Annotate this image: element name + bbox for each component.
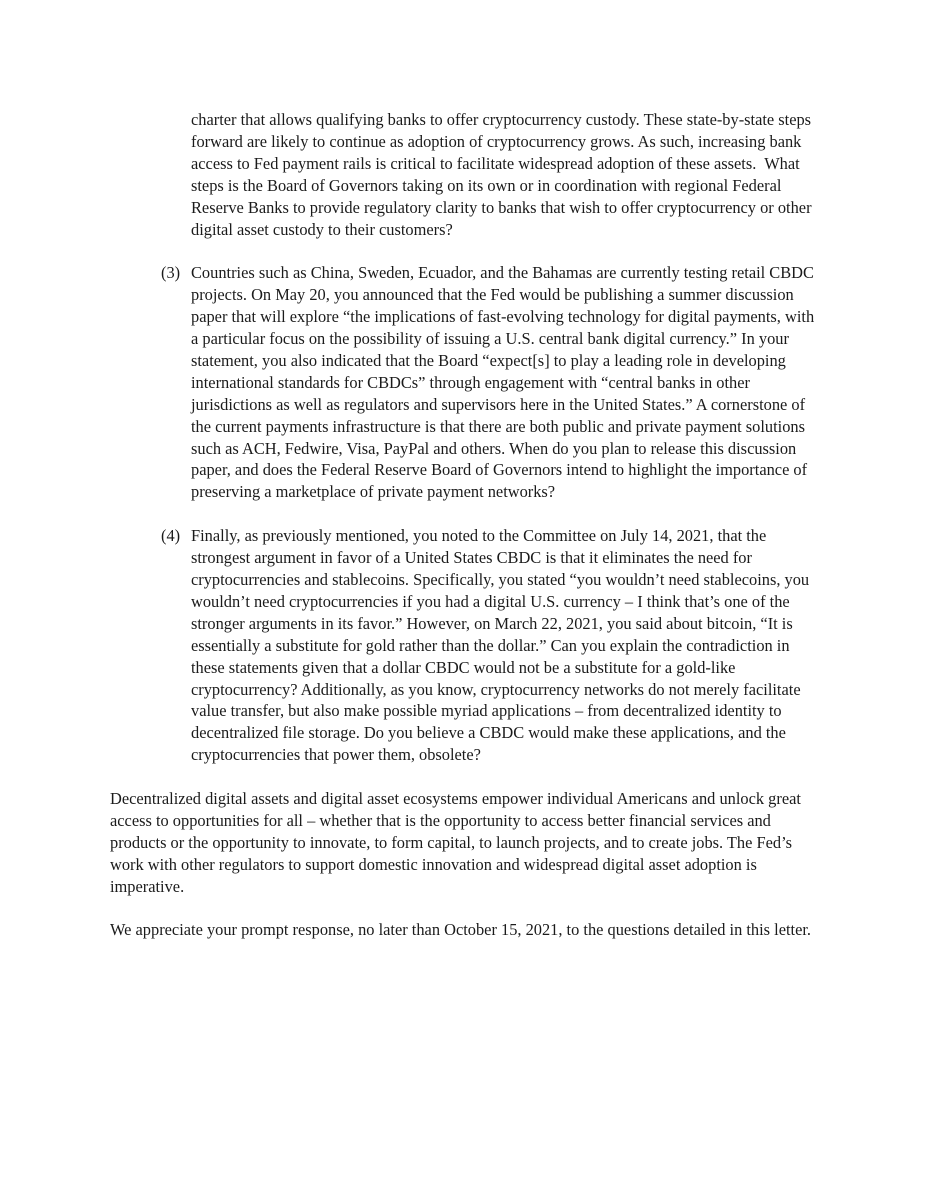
paragraph-response-deadline: We appreciate your prompt response, no later than October 15, 2021, to the questions detailed in this letter.: [110, 920, 812, 940]
item-number: (3): [161, 263, 181, 283]
paragraph-continuation: charter that allows qualifying banks to offer cryptocurrency custody. These state-by-state steps forward are likely to continue as adoption of cryptocurrency grows. As such, increasing bank access to Fed payment rails is critical to facilitate widespread adoption of these assets. What steps is the Board of Governors taking on its own or in coordination with regional Federal Reserve Banks to provide regulatory clarity to banks that wish to offer cryptocurrency or other digital asset custody to their customers?: [191, 110, 816, 239]
numbered-item-3: [110, 262, 819, 503]
item-number: (4): [161, 526, 181, 546]
item-text: Countries such as China, Sweden, Ecuador, and the Bahamas are currently testing retail CBDC projects. On May 20, you announced that the Fed would be publishing a summer discussion paper that will explore “the implications of fast-evolving technology for digital payments, with a particular focus on the possibility of issuing a U.S. central bank digital currency.” In your statement, you also indicated that the Board “expect[s] to play a leading role in developing international standards for CBDCs” through engagement with “central banks in other jurisdictions as well as regulators and supervisors here in the United States.” A cornerstone of the current payments infrastructure is that there are both public and private payment solutions such as ACH, Fedwire, Visa, PayPal and others. When do you plan to release this discussion paper, and does the Federal Reserve Board of Governors intend to highlight the importance of preserving a marketplace of private payment networks?: [191, 263, 819, 502]
numbered-item-4: [110, 525, 815, 766]
paragraph-closing-summary: Decentralized digital assets and digital asset ecosystems empower individual Americans and unlock great access to opportunities for all – whether that is the opportunity to access better financial services and products or the opportunity to innovate, to form capital, to launch projects, and to create jobs. The Fed’s work with other regulators to support domestic innovation and widespread digital asset adoption is imperative.: [110, 789, 806, 896]
item-text: Finally, as previously mentioned, you noted to the Committee on July 14, 2021, that the strongest argument in favor of a United States CBDC is that it eliminates the need for cryptocurrencies and stablecoins. Specifically, you stated “you wouldn’t need stablecoins, you wouldn’t need cryptocurrencies if you had a digital U.S. currency – I think that’s one of the stronger arguments in its favor.” However, on March 22, 2021, you said about bitcoin, “It is essentially a substitute for gold rather than the dollar.” Can you explain the contradiction in these statements given that a dollar CBDC would not be a substitute for a gold-like cryptocurrency? Additionally, as you know, cryptocurrency networks do not merely facilitate value transfer, but also make possible myriad applications – from decentralized identity to decentralized file storage. Do you believe a CBDC would make these applications, and the cryptocurrencies that power them, obsolete?: [191, 526, 814, 765]
